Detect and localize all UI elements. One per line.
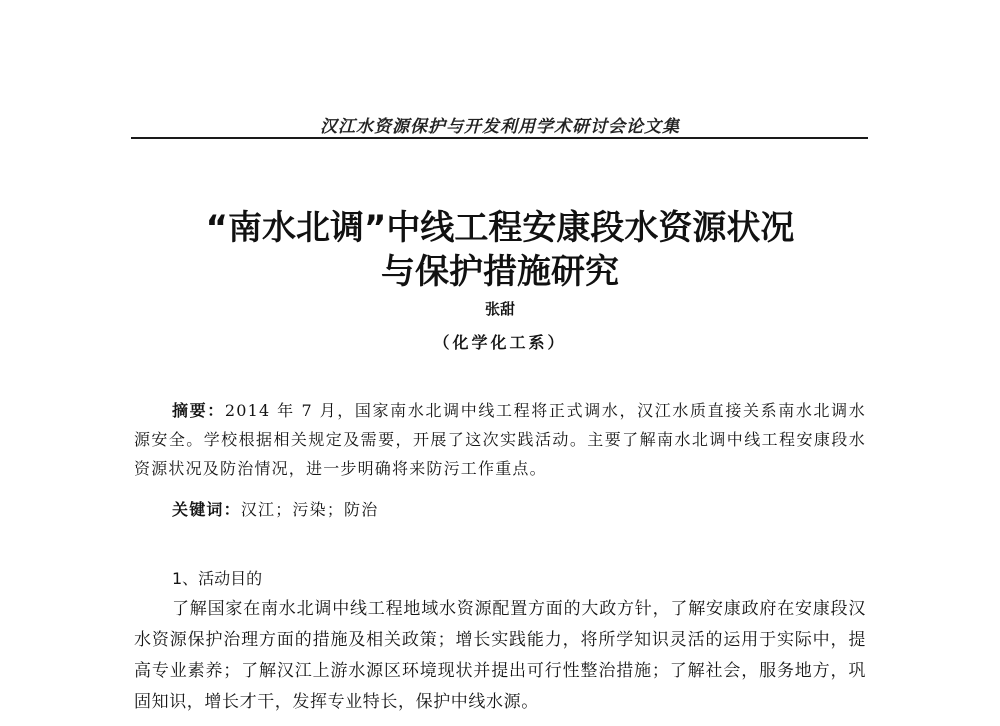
abstract-label: 摘要：: [172, 401, 225, 420]
header-rule: [131, 137, 868, 139]
abstract: [134, 396, 866, 483]
abstract-text: 2014 年 7 月，国家南水北调中线工程将正式调水，汉江水质直接关系南水北调水源安全。学校根据相关规定及需要，开展了这次实践活动。主要了解南水北调中线工程安康段水资源状况及防治情况，进一步明确将来防污工作重点。: [134, 401, 866, 478]
author-name: 张甜: [484, 300, 515, 318]
section-heading: 1、活动目的: [172, 569, 263, 588]
keywords: [172, 497, 378, 520]
paper-title-line-2: 与保护措施研究: [381, 252, 619, 292]
running-header: 汉江水资源保护与开发利用学术研讨会论文集: [320, 117, 680, 137]
keywords-text: 汉江；污染；防治: [240, 500, 379, 519]
keywords-label: 关键词：: [172, 500, 241, 519]
author-affiliation: （化学化工系）: [433, 333, 567, 352]
paper-title-line-1: “南水北调”中线工程安康段水资源状况: [205, 208, 795, 248]
section-paragraph: 了解国家在南水北调中线工程地域水资源配置方面的大政方针，了解安康政府在安康段汉水资源保护治理方面的措施及相关政策；增长实践能力，将所学知识灵活的运用于实际中，提高专业素养；了解汉江上游水源区环境现状并提出可行性整治措施；了解社会，服务地方，巩固知识，增长才干，发挥专业特长，保护中线水源。: [134, 599, 866, 712]
